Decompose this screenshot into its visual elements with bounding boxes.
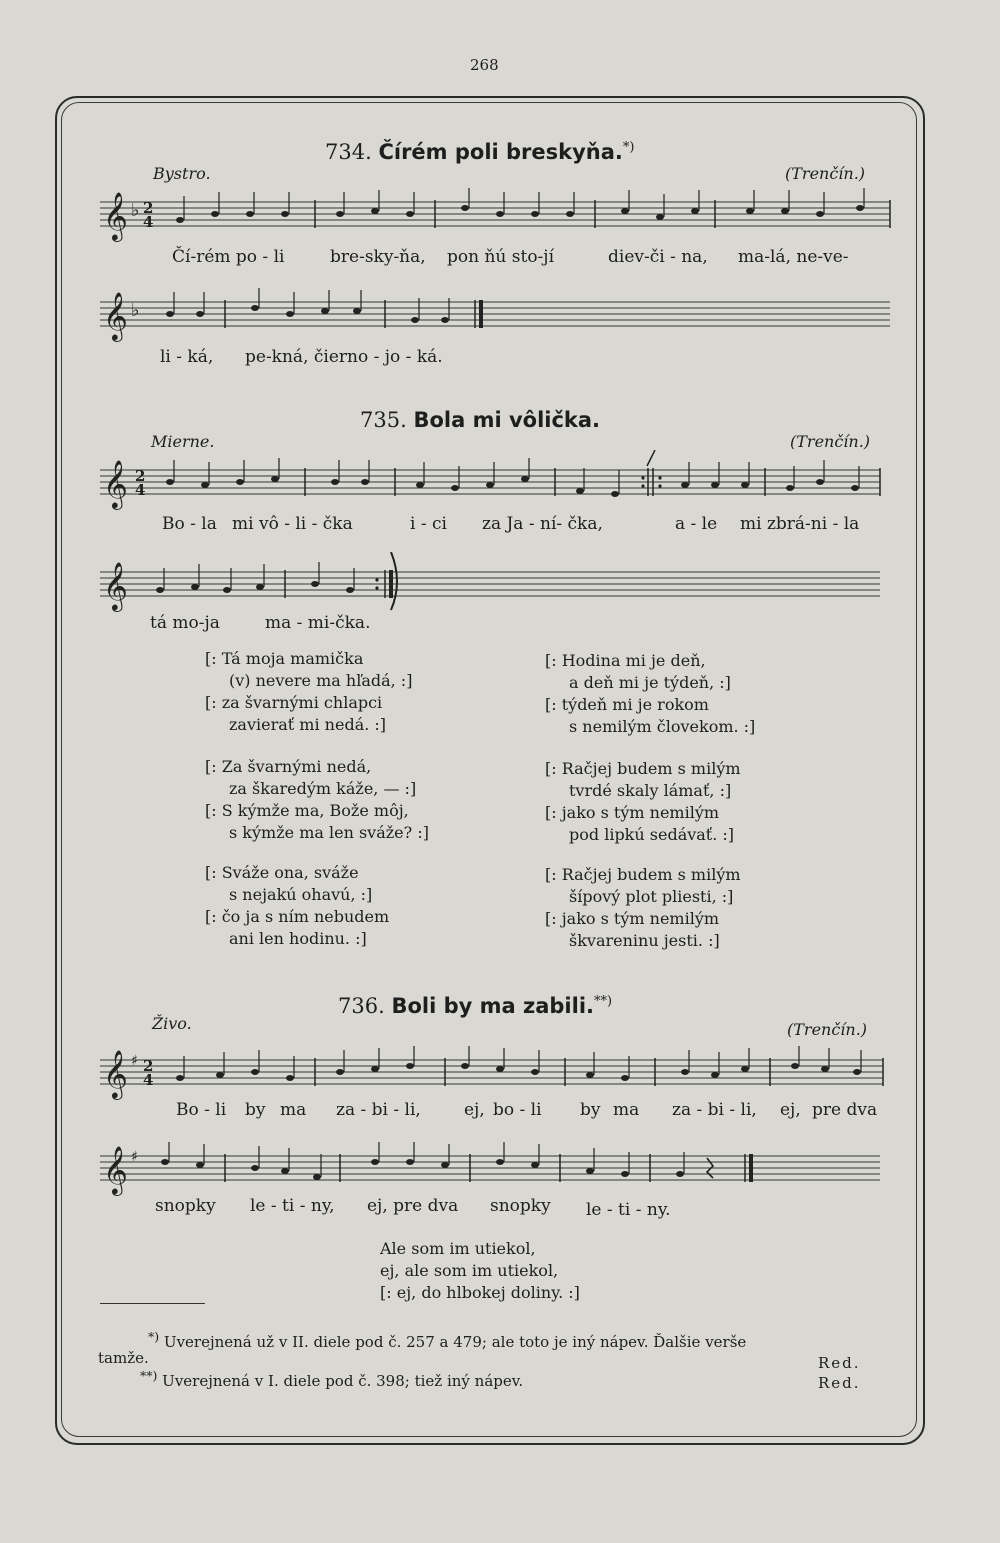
lyric-syllables: za - bi - li, [336, 1100, 421, 1120]
song-number: 735. [360, 408, 407, 432]
svg-text:2: 2 [143, 1057, 154, 1075]
lyric-syllables: ej, pre dva [367, 1196, 459, 1216]
lyric-syllables: Bo - la [162, 514, 217, 534]
lyric-syllables: snopky [155, 1196, 216, 1216]
region-marking: (Trenčín.) [785, 164, 866, 183]
svg-text:♭: ♭ [131, 200, 140, 221]
region-marking: (Trenčín.) [790, 432, 871, 451]
lyric-syllables: pre dva [812, 1100, 878, 1120]
svg-text:𝄞: 𝄞 [103, 291, 128, 340]
lyric-syllables: diev-či - na, [608, 247, 708, 267]
lyric-syllables: Bo - li [176, 1100, 227, 1120]
svg-text:♯: ♯ [131, 1053, 138, 1069]
footnote-1-cont: tamže. [98, 1349, 149, 1367]
lyric-syllables: ma [280, 1100, 307, 1120]
lyric-syllables: ma-lá, ne-ve- [738, 247, 849, 267]
lyric-syllables: li - ká, [160, 347, 214, 367]
lyric-syllables: pon ňú sto-jí [447, 247, 555, 267]
verse-stanza: [: Račjej budem s milým tvrdé skaly lámať, :] [: jako s tým nemilým pod lipkú sedávať. :] [545, 759, 741, 844]
tempo-marking: Mierne. [151, 432, 215, 451]
svg-text:4: 4 [143, 213, 154, 231]
svg-text:𝄞: 𝄞 [103, 1145, 128, 1194]
verse-stanza: [: Račjej budem s milým šípový plot pliesti, :] [: jako s tým nemilým škvareninu jesti. :] [545, 865, 741, 950]
lyric-syllables: snopky [490, 1196, 551, 1216]
region-marking: (Trenčín.) [787, 1020, 868, 1039]
lyric-syllables: ma - mi-čka. [265, 613, 371, 633]
lyric-syllables: ma [613, 1100, 640, 1120]
song-name: Bola mi vôlička. [413, 408, 601, 432]
lyric-syllables: le - ti - ny, [250, 1196, 335, 1216]
music-staff-735-1 [95, 450, 895, 522]
song-number: 736. [338, 994, 385, 1018]
verse-stanza: [: Sváže ona, sváže s nejakú ohavú, :] [: čo ja s ním nebudem ani len hodinu. :] [205, 863, 390, 948]
lyric-syllables: Čí-rém po - li [172, 247, 285, 267]
svg-text:𝄞: 𝄞 [103, 191, 128, 240]
footnote-rule [100, 1303, 205, 1304]
svg-text:2: 2 [143, 199, 154, 217]
footnote-1-sign: Red. [818, 1354, 861, 1372]
footnote-2-sign: Red. [818, 1374, 861, 1392]
verse-stanza: [: Tá moja mamička (v) nevere ma hľadá, :] [: za švarnými chlapci zavierať mi nedá. :] [205, 649, 413, 734]
song-number: 734. [325, 140, 372, 164]
lyric-syllables: ej, [780, 1100, 801, 1120]
lyric-syllables: mi vô - li - čka [232, 514, 353, 534]
lyric-syllables: i - ci [410, 514, 447, 534]
lyric-syllables: mi zbrá-ni - la [740, 514, 860, 534]
verse-stanza: Ale som im utiekol, ej, ale som im utiekol, [: ej, do hlbokej doliny. :] [380, 1239, 580, 1302]
footnote-mark: *) [622, 140, 635, 155]
lyric-syllables: tá mo-ja [150, 613, 220, 633]
svg-text:4: 4 [143, 1071, 154, 1089]
svg-text:2: 2 [135, 467, 146, 485]
song-title-735 [360, 408, 600, 432]
svg-text:♯: ♯ [131, 1149, 138, 1165]
lyric-syllables: le - ti - ny. [586, 1200, 671, 1220]
footnote-mark: **) [594, 994, 613, 1009]
song-name: Boli by ma zabili. [391, 994, 594, 1018]
music-staff-734-1 [95, 182, 895, 254]
music-staff-734-2 [95, 282, 895, 354]
svg-text:𝄞: 𝄞 [103, 459, 128, 508]
lyric-syllables: pe-kná, čierno - jo - ká. [245, 347, 443, 367]
song-title-734 [325, 140, 634, 164]
footnote-2: **) Uverejnená v I. diele pod č. 398; tiež iný nápev. [140, 1368, 524, 1390]
song-title-736 [338, 994, 612, 1018]
lyric-syllables: bre-sky-ňa, [330, 247, 426, 267]
song-name: Čírém poli breskyňa. [378, 140, 623, 164]
lyric-syllables: bo - li [493, 1100, 542, 1120]
footnote-1: *) Uverejnená už v II. diele pod č. 257 a 479; ale toto je iný nápev. Ďalšie verše [148, 1329, 747, 1351]
verse-stanza: [: Hodina mi je deň, a deň mi je týdeň, :] [: týdeň mi je rokom s nemilým človekom. :] [545, 651, 756, 736]
lyric-syllables: by [580, 1100, 601, 1120]
lyric-syllables: a - le [675, 514, 718, 534]
tempo-marking: Živo. [152, 1014, 192, 1033]
lyric-syllables: za - bi - li, [672, 1100, 757, 1120]
lyric-syllables: ej, [464, 1100, 485, 1120]
verse-stanza: [: Za švarnými nedá, za škaredým káže, — :] [: S kýmže ma, Bože môj, s kýmže ma len sváže? :] [205, 757, 429, 842]
svg-text:♭: ♭ [131, 300, 140, 321]
svg-text:𝄞: 𝄞 [103, 561, 128, 610]
lyric-syllables: za Ja - ní- čka, [482, 514, 603, 534]
svg-text:𝄞: 𝄞 [103, 1049, 128, 1098]
tempo-marking: Bystro. [153, 164, 211, 183]
svg-text:4: 4 [135, 481, 146, 499]
page-number: 268 [470, 56, 499, 74]
lyric-syllables: by [245, 1100, 266, 1120]
